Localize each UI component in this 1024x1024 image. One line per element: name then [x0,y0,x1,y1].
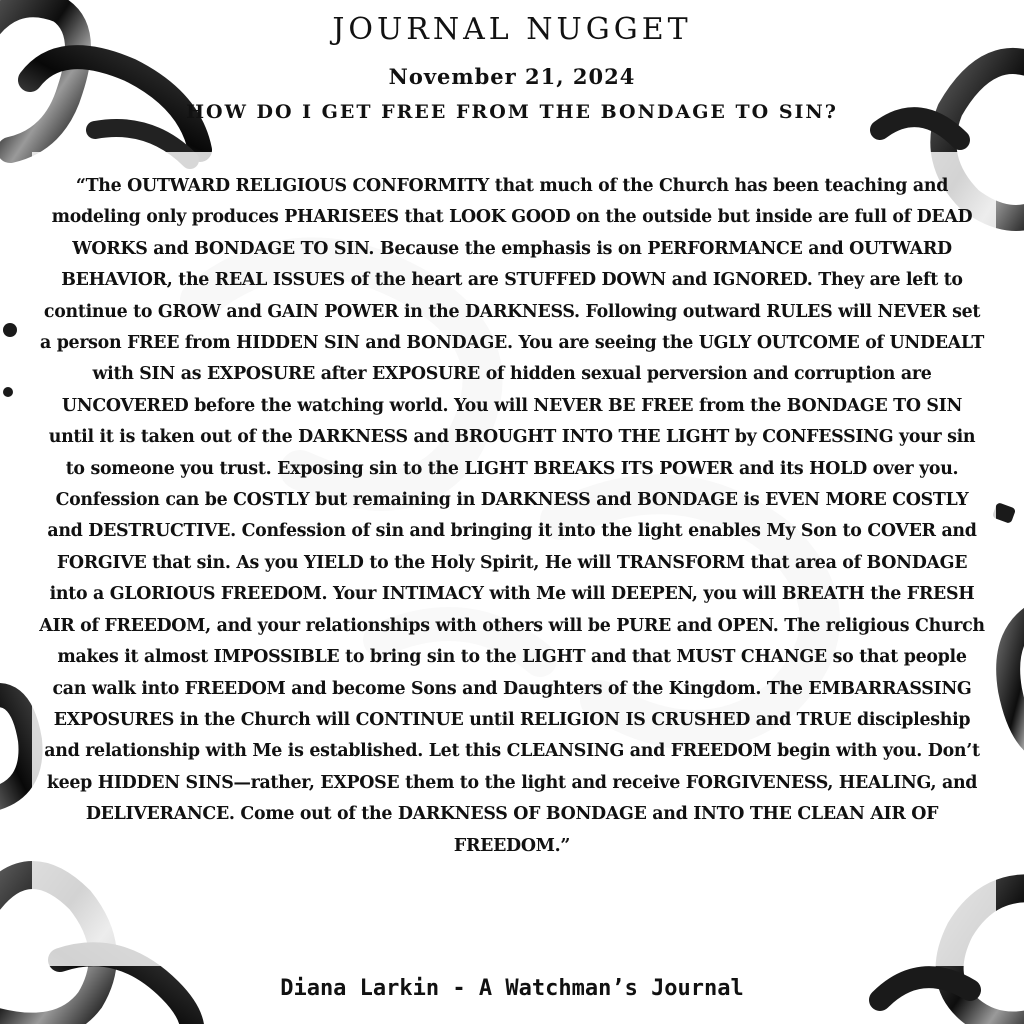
page-title: JOURNAL NUGGET [332,12,692,47]
entry-date: November 21, 2024 [388,64,636,89]
quote-body: “The OUTWARD RELIGIOUS CONFORMITY that much of the Church has been teaching and modeling only produces PHARISEES that LOOK GOOD on the outside but inside are full of DEAD WORKS and BONDAGE TO SIN. Because the emphasis is on PERFORMANCE and OUTWARD BEHAVIOR, the REAL ISSUES of the heart are STUFFED DOWN and IGNORED. They are left to continue to GROW and GAIN POWER in the DARKNESS. Following outward RULES will NEVER set a person FREE from HIDDEN SIN and BONDAGE. You are seeing the UGLY OUTCOME of UNDEALT with SIN as EXPOSURE after EXPOSURE of hidden sexual perversion and corruption are UNCOVERED before the watching world. You will NEVER BE FREE from the BONDAGE TO SIN until it is taken out of the DARKNESS and BROUGHT INTO THE LIGHT by CONFESSING your sin to someone you trust. Exposing sin to the LIGHT BREAKS ITS POWER and its HOLD over you. Confession can be COSTLY but remaining in DARKNESS and BONDAGE is EVEN MORE COSTLY and DESTRUCTIVE. Confession of sin and bringing it into the light enables My Son to COVER and FORGIVE that sin. As you YIELD to the Holy Spirit, He will TRANSFORM that area of BONDAGE into a GLORIOUS FREEDOM. Your INTIMACY with Me will DEEPEN, you will BREATH the FRESH AIR of FREEDOM, and your relationships with others will be PURE and OPEN. The religious Church makes it almost IMPOSSIBLE to bring sin to the LIGHT and that MUST CHANGE so that people can walk into FREEDOM and become Sons and Daughters of the Kingdom. The EMBARRASSING EXPOSURES in the Church will CONTINUE until RELIGION IS CRUSHED and TRUE discipleship and relationship with Me is established. Let this CLEANSING and FREEDOM begin with you. Don’t keep HIDDEN SINS—rather, EXPOSE them to the light and receive FORGIVENESS, HEALING, and DELIVERANCE. Come out of the DARKNESS OF BONDAGE and INTO THE CLEAN AIR OF FREEDOM.” [39,176,985,856]
entry-question: HOW DO I GET FREE FROM THE BONDAGE TO SIN? [186,101,838,123]
attribution: Diana Larkin - A Watchman’s Journal [280,976,744,1001]
chain-fragment-right [992,502,1024,750]
chain-fragment-left [0,323,31,800]
